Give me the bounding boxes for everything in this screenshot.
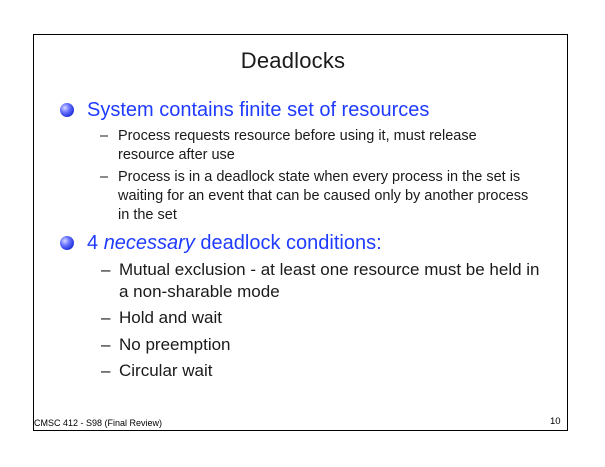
subitem-circular-wait-text: Circular wait: [119, 361, 213, 380]
bullet-sphere-icon: [60, 103, 74, 117]
slide-title: Deadlocks: [240, 48, 346, 73]
bullet-sphere-icon: [60, 236, 74, 250]
subitem-mutual-exclusion-text: Mutual exclusion - at least one resource must be held in a non-sharable mode: [119, 260, 540, 301]
subitem-deadlock-state-text: Process is in a deadlock state when every process in the set is waiting for an event that can be caused only by another process in the set: [118, 169, 529, 223]
dash-marker: –: [100, 128, 109, 144]
dash-marker: –: [101, 335, 111, 354]
footer-course: [34, 418, 162, 428]
bullet-conditions-suffix: deadlock conditions:: [200, 232, 382, 254]
dash-marker: –: [101, 260, 111, 279]
bullet-resources-text: System contains finite set of resources: [87, 99, 430, 121]
dash-marker: –: [101, 361, 111, 380]
bullet-conditions: [60, 231, 382, 255]
subitem-circular-wait: [101, 360, 541, 382]
bullet-conditions-emphasis: necessary: [103, 232, 195, 254]
subitem-request-release: [100, 127, 530, 165]
page-number: 10: [550, 416, 561, 427]
dash-marker: –: [101, 308, 111, 327]
subitem-no-preemption: [101, 334, 541, 356]
footer-note: (Final Review): [104, 418, 163, 428]
bullet-conditions-prefix: 4: [87, 232, 99, 254]
footer-course-name: CMSC 412 - S98: [34, 418, 103, 428]
dash-marker: –: [100, 169, 109, 185]
bullet-resources: [60, 98, 429, 122]
subitem-hold-and-wait: [101, 307, 541, 329]
subitem-no-preemption-text: No preemption: [119, 335, 231, 354]
subitem-mutual-exclusion: [101, 259, 541, 303]
subitem-hold-and-wait-text: Hold and wait: [119, 308, 223, 327]
subitem-deadlock-state: [100, 168, 530, 225]
subitem-request-release-text: Process requests resource before using it, must release resource after use: [118, 128, 477, 163]
